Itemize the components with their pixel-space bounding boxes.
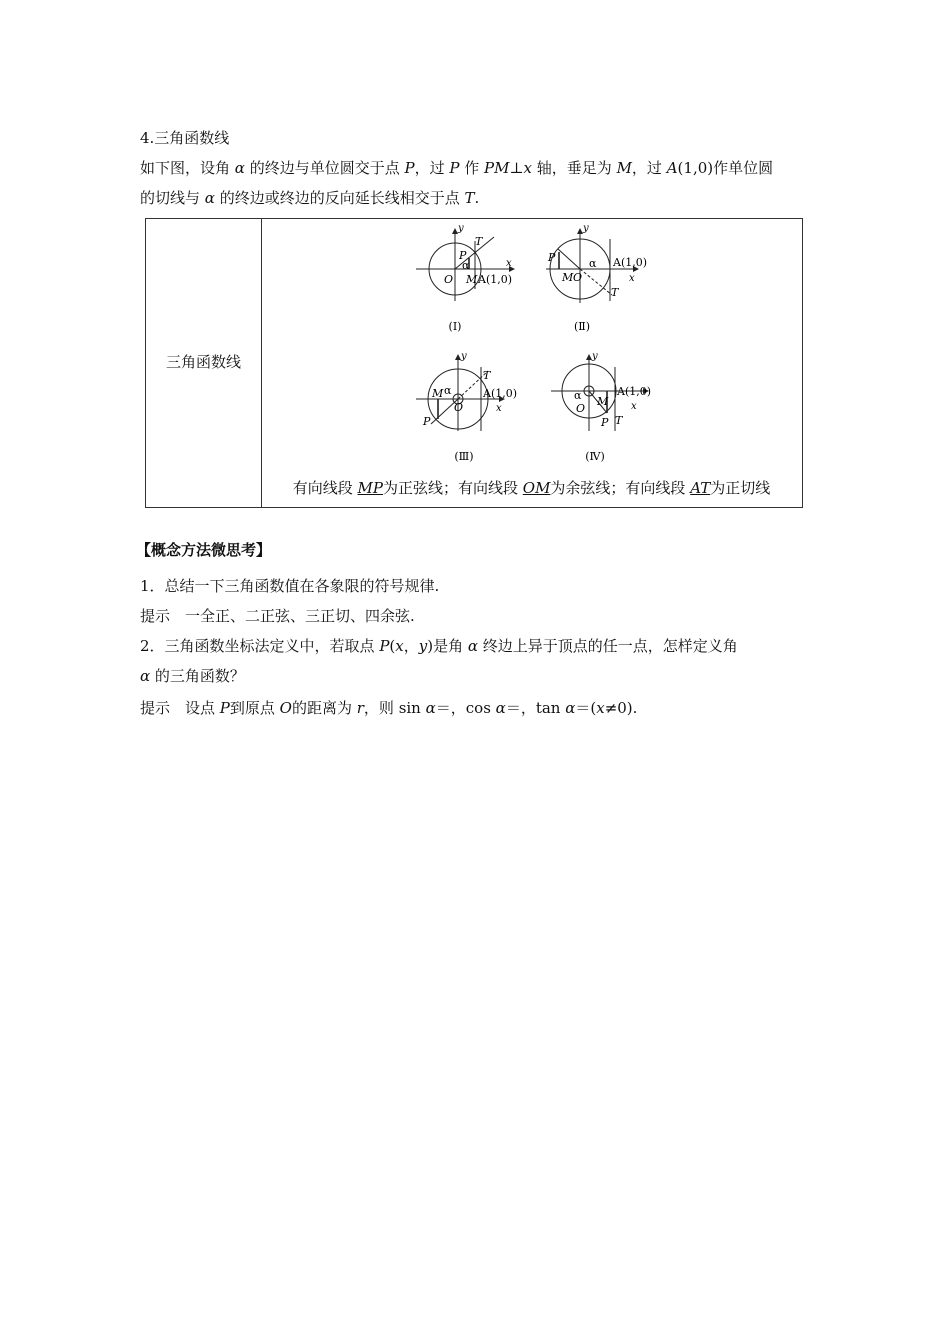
trig-lines-table: [145, 218, 803, 508]
concept-header: 【概念方法微思考】: [136, 541, 272, 559]
d1-y-label: y: [458, 223, 464, 234]
d4-roman: (Ⅳ): [585, 450, 605, 463]
table-caption: 有向线段 MP为正弦线；有向线段 OM为余弦线；有向线段 AT为正切线: [292, 479, 771, 497]
d3-alpha-label: α: [444, 384, 452, 397]
d2-P-label: P: [548, 251, 556, 264]
d4-M-label: M: [597, 395, 609, 408]
d4-x-label: x: [631, 401, 637, 412]
d3-A-label: A(1,0): [483, 387, 518, 400]
d3-O-label: O: [454, 401, 464, 414]
d4-O-label: O: [576, 402, 586, 415]
d4-alpha-label: α: [574, 389, 582, 402]
table-row-label: 三角函数线: [165, 353, 241, 371]
d2-roman: (Ⅱ): [573, 320, 591, 333]
unit-circle-diagrams: [146, 219, 804, 474]
intro-line-2: 的切线与 α 的终边或终边的反向延长线相交于点 T.: [140, 189, 480, 207]
d3-M-label: M: [432, 387, 444, 400]
question-2-line-2: α 的三角函数？: [140, 667, 245, 685]
d2-T-label: T: [611, 286, 619, 299]
d4-T-label: T: [615, 414, 623, 427]
d3-P-label: P: [423, 415, 431, 428]
d1-O-label: O: [444, 273, 454, 286]
d2-A-label: A(1,0): [613, 256, 648, 269]
d1-x-label: x: [506, 258, 512, 269]
answer-2: 提示 设点 P到原点 O的距离为 r，则 sin α＝，cos α＝，tan α＝(x≠0).: [140, 699, 638, 717]
d3-T-label: T: [483, 369, 491, 382]
intro-line-1: 如下图，设角 α 的终边与单位圆交于点 P，过 P 作 PM⊥x 轴，垂足为 M，过 A(1,0)作单位圆: [140, 159, 774, 177]
d2-alpha-label: α: [589, 257, 597, 270]
d1-M-label: M: [466, 273, 478, 286]
d2-M-label: M: [562, 271, 574, 284]
question-2-line-1: 2．三角函数坐标法定义中，若取点 P(x，y)是角 α 终边上异于顶点的任一点，怎样定义角: [140, 637, 738, 655]
d1-roman: (Ⅰ): [448, 320, 462, 333]
d1-P-label: P: [459, 249, 467, 262]
d1-alpha-label: α: [462, 259, 470, 272]
question-1: 1．总结一下三角函数值在各象限的符号规律.: [140, 577, 440, 595]
d3-y-label: y: [461, 351, 467, 362]
d4-A-label: A(1,0): [617, 385, 652, 398]
d3-roman: (Ⅲ): [454, 450, 474, 463]
d1-T-label: T: [475, 235, 483, 248]
d2-y-label: y: [583, 223, 589, 234]
d2-x-label: x: [629, 273, 635, 284]
d3-x-label: x: [496, 403, 502, 414]
answer-1: 提示 一全正、二正弦、三正切、四余弦.: [140, 607, 415, 625]
d2-O-label: O: [573, 271, 583, 284]
section-title: 4.三角函数线: [140, 129, 230, 147]
d1-A-label: A(1,0): [478, 273, 513, 286]
d4-y-label: y: [592, 351, 598, 362]
d4-P-label: P: [601, 416, 609, 429]
d2-terminal-side: [558, 249, 580, 269]
